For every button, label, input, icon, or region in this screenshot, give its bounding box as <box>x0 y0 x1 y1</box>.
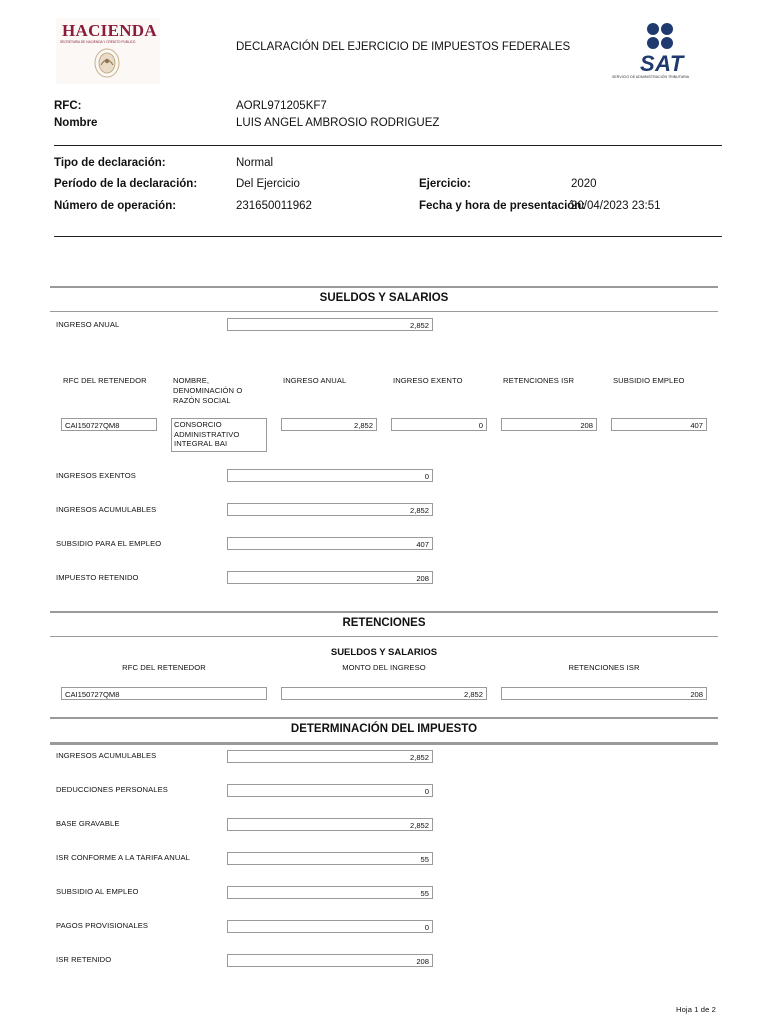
ret-col-header-isr: RETENCIONES ISR <box>568 663 640 672</box>
retenedor-retenciones-isr-cell: 208 <box>501 418 597 431</box>
ingreso-anual-field: 2,852 <box>227 318 433 331</box>
section-rule <box>50 286 718 288</box>
retenedor-subsidio-empleo-cell: 407 <box>611 418 707 431</box>
col-header-ingreso-exento: INGRESO EXENTO <box>393 376 463 385</box>
section-rule <box>50 742 718 745</box>
retenedor-rfc-cell: CAI150727QM8 <box>61 418 157 431</box>
det-field-ingresos-acumulables: 2,852 <box>227 750 433 763</box>
ret-col-header-rfc: RFC DEL RETENEDOR <box>122 663 206 672</box>
col-header-ingreso-anual: INGRESO ANUAL <box>283 376 347 385</box>
hacienda-logo <box>56 18 160 84</box>
ejercicio-value: 2020 <box>571 178 597 190</box>
ingresos-acumulables-field: 2,852 <box>227 503 433 516</box>
det-label-base-gravable: BASE GRAVABLE <box>56 819 120 828</box>
sat-logo <box>610 17 710 83</box>
coat-of-arms-icon <box>92 47 122 79</box>
ret-isr-cell: 208 <box>501 687 707 700</box>
page-number: Hoja 1 de 2 <box>676 1005 716 1014</box>
det-field-base-gravable: 2,852 <box>227 818 433 831</box>
ingresos-acumulables-label: INGRESOS ACUMULABLES <box>56 505 157 514</box>
ingreso-anual-label: INGRESO ANUAL <box>56 320 120 329</box>
sat-dots-icon <box>644 21 676 53</box>
det-field-deducciones: 0 <box>227 784 433 797</box>
det-field-pagos-provisionales: 0 <box>227 920 433 933</box>
rfc-label: RFC: <box>54 100 82 112</box>
divider <box>54 236 722 237</box>
retenedor-ingreso-anual-cell: 2,852 <box>281 418 377 431</box>
impuesto-retenido-label: IMPUESTO RETENIDO <box>56 573 139 582</box>
det-field-isr-retenido: 208 <box>227 954 433 967</box>
subsection-title-sueldos: SUELDOS Y SALARIOS <box>330 647 438 658</box>
ejercicio-label: Ejercicio: <box>419 178 471 190</box>
subsidio-empleo-field: 407 <box>227 537 433 550</box>
fecha-value: 20/04/2023 23:51 <box>571 200 661 212</box>
tipo-label: Tipo de declaración: <box>54 157 166 169</box>
section-rule <box>50 636 718 637</box>
sat-logo-subtext: SERVICIO DE ADMINISTRACIÓN TRIBUTARIA <box>612 75 690 79</box>
det-label-isr-retenido: ISR RETENIDO <box>56 955 112 964</box>
det-field-isr-tarifa: 55 <box>227 852 433 865</box>
det-label-deducciones: DEDUCCIONES PERSONALES <box>56 785 168 794</box>
ingresos-exentos-field: 0 <box>227 469 433 482</box>
section-rule <box>50 717 718 719</box>
section-title-determinacion: DETERMINACIÓN DEL IMPUESTO <box>290 723 478 735</box>
nombre-label: Nombre <box>54 117 98 129</box>
nombre-value: LUIS ANGEL AMBROSIO RODRIGUEZ <box>236 117 440 129</box>
col-header-rfc: RFC DEL RETENEDOR <box>63 376 147 385</box>
periodo-label: Período de la declaración: <box>54 178 198 190</box>
fecha-label: Fecha y hora de presentación: <box>419 200 586 212</box>
tipo-value: Normal <box>236 157 274 169</box>
col-header-retenciones-isr: RETENCIONES ISR <box>503 376 575 385</box>
rfc-value: AORL971205KF7 <box>236 100 327 112</box>
retenedor-ingreso-exento-cell: 0 <box>391 418 487 431</box>
divider <box>54 145 722 146</box>
document-title: DECLARACIÓN DEL EJERCICIO DE IMPUESTOS FEDERALES <box>236 41 571 53</box>
section-title-sueldos: SUELDOS Y SALARIOS <box>319 292 449 304</box>
det-label-ingresos-acumulables: INGRESOS ACUMULABLES <box>56 751 157 760</box>
numero-operacion-value: 231650011962 <box>236 200 312 212</box>
impuesto-retenido-field: 208 <box>227 571 433 584</box>
section-rule <box>50 611 718 613</box>
col-header-subsidio-empleo: SUBSIDIO EMPLEO <box>613 376 685 385</box>
hacienda-logo-text: HACIENDA <box>62 21 157 40</box>
ret-rfc-cell: CAI150727QM8 <box>61 687 267 700</box>
periodo-value: Del Ejercicio <box>236 178 300 190</box>
subsidio-empleo-label: SUBSIDIO PARA EL EMPLEO <box>56 539 162 548</box>
det-field-subsidio: 55 <box>227 886 433 899</box>
det-label-isr-tarifa: ISR CONFORME A LA TARIFA ANUAL <box>56 853 190 862</box>
ret-col-header-monto: MONTO DEL INGRESO <box>342 663 426 672</box>
col-header-nombre: NOMBRE, DENOMINACIÓN O RAZÓN SOCIAL <box>173 376 243 405</box>
sat-logo-text: SAT <box>640 51 684 76</box>
hacienda-logo-subtext: SECRETARÍA DE HACIENDA Y CRÉDITO PÚBLICO <box>60 40 136 44</box>
ret-monto-cell: 2,852 <box>281 687 487 700</box>
section-rule <box>50 311 718 312</box>
det-label-pagos-provisionales: PAGOS PROVISIONALES <box>56 921 149 930</box>
det-label-subsidio: SUBSIDIO AL EMPLEO <box>56 887 139 896</box>
retenedor-nombre-cell: CONSORCIO ADMINISTRATIVO INTEGRAL BAI <box>171 418 267 452</box>
ingresos-exentos-label: INGRESOS EXENTOS <box>56 471 136 480</box>
numero-operacion-label: Número de operación: <box>54 200 177 212</box>
section-title-retenciones: RETENCIONES <box>342 617 426 629</box>
